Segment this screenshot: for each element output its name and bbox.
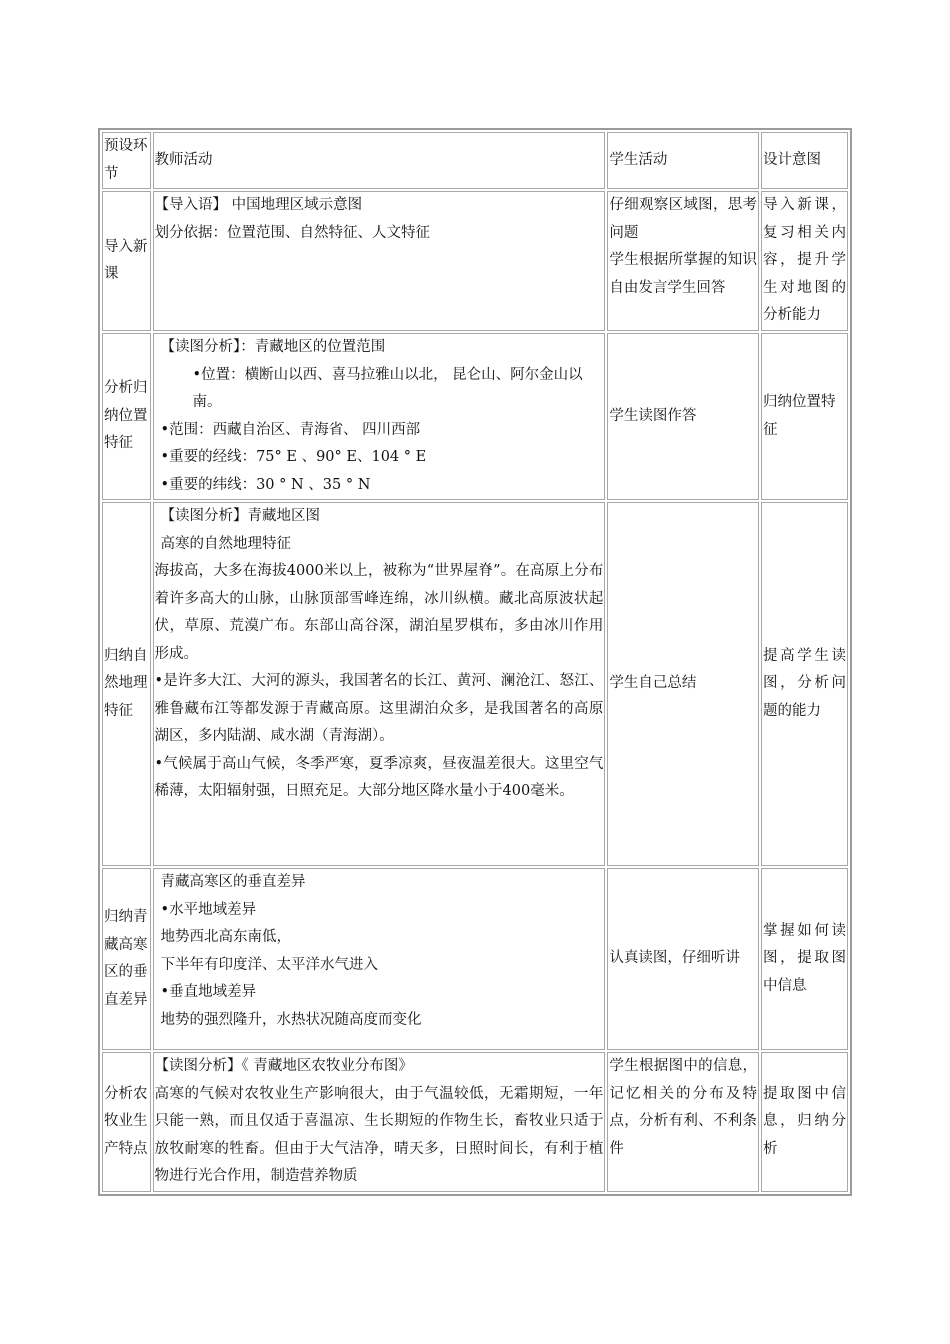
header-teacher: 教师活动: [153, 132, 606, 189]
intent-cell: 提取图中信息，归纳分析: [761, 1052, 848, 1192]
student-cell: 学生读图作答: [607, 333, 759, 500]
student-cell: 认真读图，仔细听讲: [607, 868, 759, 1050]
teacher-cell: 【导入语】 中国地理区域示意图 划分依据：位置范围、自然特征、人文特征: [153, 191, 606, 331]
header-stage: 预设环节: [102, 132, 151, 189]
table-row: [102, 1052, 848, 1192]
intent-cell: 提高学生读图，分析问题的能力: [761, 502, 848, 866]
intent-cell: 掌握如何读图，提取图中信息: [761, 868, 848, 1050]
teacher-cell: 【读图分析】《 青藏地区农牧业分布图》 高寒的气候对农牧业生产影响很大，由于气温较低，无霜期短，一年只能一熟，而且仅适于喜温凉、生长期短的作物生长，畜牧业只适于放牧耐寒的牲畜。但由于大气洁净，晴天多，日照时间长，有利于植物进行光合作用，制造营养物质: [153, 1052, 606, 1192]
header-student: 学生活动: [607, 132, 759, 189]
student-cell: 仔细观察区域图，思考问题 学生根据所掌握的知识自由发言学生回答: [607, 191, 759, 331]
table-row: [102, 868, 848, 1050]
stage-cell: 导入新课: [102, 191, 151, 331]
table-header-row: [102, 132, 848, 189]
student-cell: 学生根据图中的信息，记忆相关的分布及特点，分析有利、不利条件: [607, 1052, 759, 1192]
stage-cell: 分析归纳位置特征: [102, 333, 151, 500]
student-cell: 学生自己总结: [607, 502, 759, 866]
table-row: [102, 333, 848, 500]
header-intent: 设计意图: [761, 132, 848, 189]
table-row: [102, 191, 848, 331]
teacher-cell: 青藏高寒区的垂直差异 •水平地域差异 地势西北高东南低， 下半年有印度洋、太平洋水气进入 •垂直地域差异 地势的强烈隆升，水热状况随高度而变化: [153, 868, 606, 1050]
intent-cell: 归纳位置特征: [761, 333, 848, 500]
teacher-cell: 【读图分析】：青藏地区的位置范围 •位置：横断山以西、喜马拉雅山以北， 昆仑山、阿尔金山以南。 •范围：西藏自治区、青海省、 四川西部 •重要的经线：75° E 、90° E、104 ° E •重要的纬线：30 ° N 、35 ° N: [153, 333, 606, 500]
teacher-cell: 【读图分析】青藏地区图 高寒的自然地理特征 海拔高，大多在海拔4000米以上，被称为“世界屋脊”。在高原上分布着许多高大的山脉，山脉顶部雪峰连绵，冰川纵横。藏北高原波状起伏，草原、荒漠广布。东部山高谷深，湖泊星罗棋布，多由冰川作用形成。 •是许多大江、大河的源头，我国著名的长江、黄河、澜沧江、怒江、雅鲁藏布江等都发源于青藏高原。这里湖泊众多，是我国著名的高原湖区，多内陆湖、咸水湖（青海湖）。 •气候属于高山气候，冬季严寒，夏季凉爽，昼夜温差很大。这里空气稀薄，太阳辐射强，日照充足。大部分地区降水量小于400毫米。: [153, 502, 606, 866]
table-row: [102, 502, 848, 866]
intent-cell: 导入新课，复习相关内容，提升学生对地图的分析能力: [761, 191, 848, 331]
stage-cell: 归纳青藏高寒区的垂直差异: [102, 868, 151, 1050]
stage-cell: 分析农牧业生产特点: [102, 1052, 151, 1192]
lesson-plan-table: [98, 128, 852, 1196]
stage-cell: 归纳自然地理特征: [102, 502, 151, 866]
